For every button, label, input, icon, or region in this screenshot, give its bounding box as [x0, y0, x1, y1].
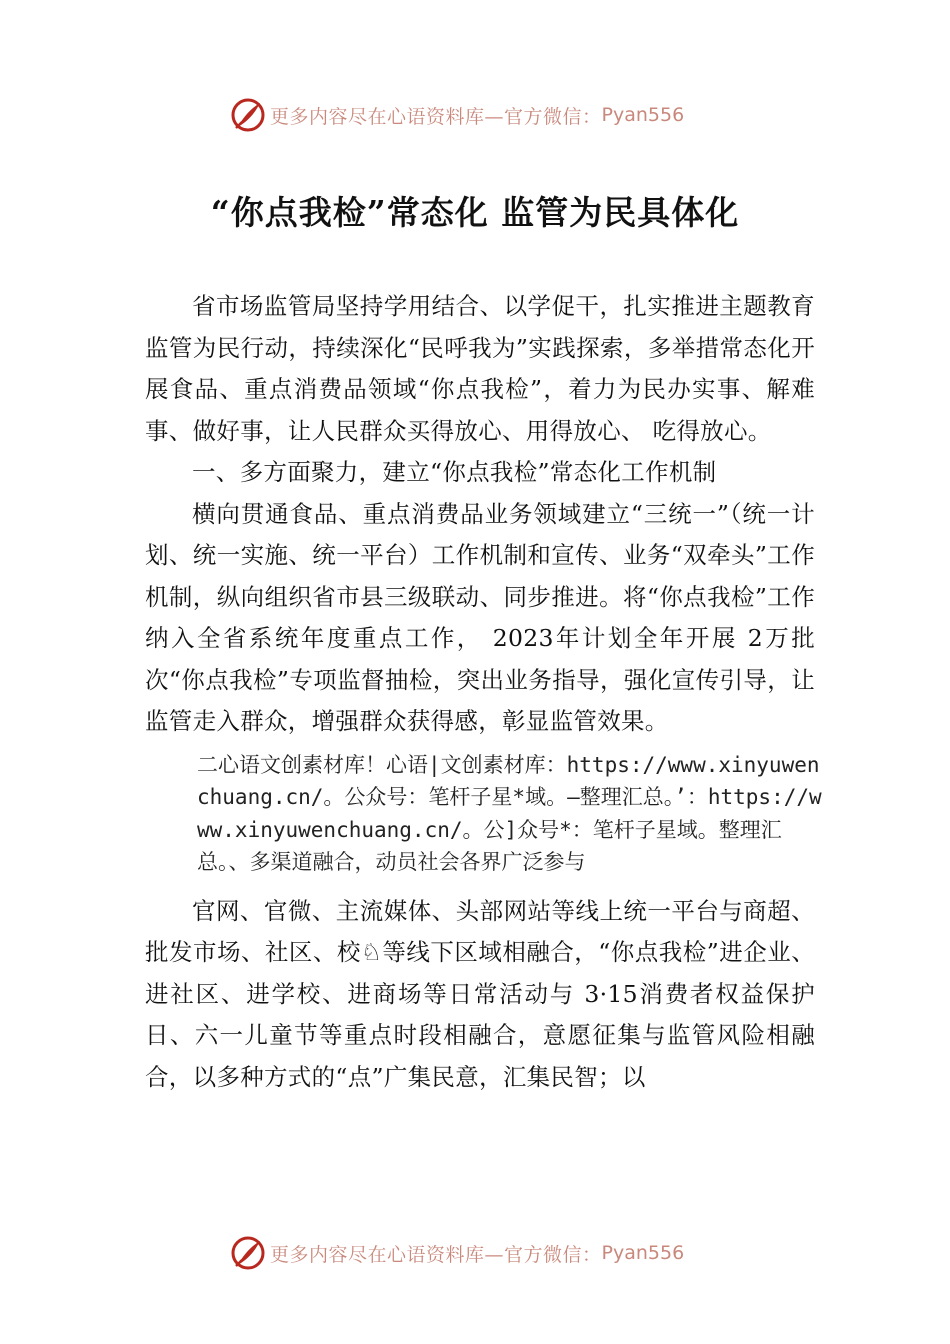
- document-body: [145, 286, 822, 1098]
- footer-banner-text: 更多内容尽在心语资料库—官方微信：: [270, 1243, 602, 1266]
- intro-paragraph: 省市场监管局坚持学用结合、以学促干，扎实推进主题教育监管为民行动，持续深化“民呼我为”实践探索，多举措常态化开展食品、重点消费品领域“你点我检”，着力为民办实事、解难事、做好事，让人民群众买得放心、用得放心、 吃得放心。: [145, 292, 815, 445]
- footer-banner: [230, 1235, 750, 1271]
- header-banner-text: 更多内容尽在心语资料库—官方微信：: [270, 105, 602, 128]
- section1-paragraph: 横向贯通食品、重点消费品业务领域建立“三统一”（统一计划、统一实施、统一平台）工作机制和宣传、业务“双牵头”工作机制，纵向组织省市县三级联动、同步推进。将“你点我检”工作纳入全省系统年度重点工作， 2023年计划全年开展 2万批次“你点我检”专项监督抽检，突出业务指导，强化宣传引导，让监管走入群众，增强群众获得感，彰显监管效果。: [145, 499, 815, 735]
- section1-heading: 一、多方面聚力，建立“你点我检”常态化工作机制: [192, 458, 717, 486]
- document-title: “你点我检”常态化 监管为民具体化: [210, 193, 740, 232]
- section2-paragraph: 官网、官微、主流媒体、头部网站等线上统一平台与商超、批发市场、社区、校♘等线下区域相融合，“你点我检”进企业、进社区、进学校、进商场等日常活动与 3·15消费者权益保护日、六一儿童节等重点时段相融合，意愿征集与监管风险相融合，以多种方式的“点”广集民意，汇集民智；以: [145, 896, 815, 1091]
- footer-wechat-id: Pyan556: [601, 1242, 685, 1264]
- header-wechat-id: Pyan556: [601, 104, 685, 126]
- quill-logo-icon: [230, 97, 266, 133]
- header-banner: [230, 97, 750, 133]
- watermark-paragraph: 二心语文创素材库！心语|文创素材库：https://www.xinyuwenchuang.cn/。公众号：笔杆子星*域。—整理汇总。’：https://www.xinyuwenchuang.cn/。公]众号*：笔杆子星域。整理汇总。、多渠道融合，动员社会各界广泛参与: [197, 752, 822, 874]
- quill-logo-icon: [230, 1235, 266, 1271]
